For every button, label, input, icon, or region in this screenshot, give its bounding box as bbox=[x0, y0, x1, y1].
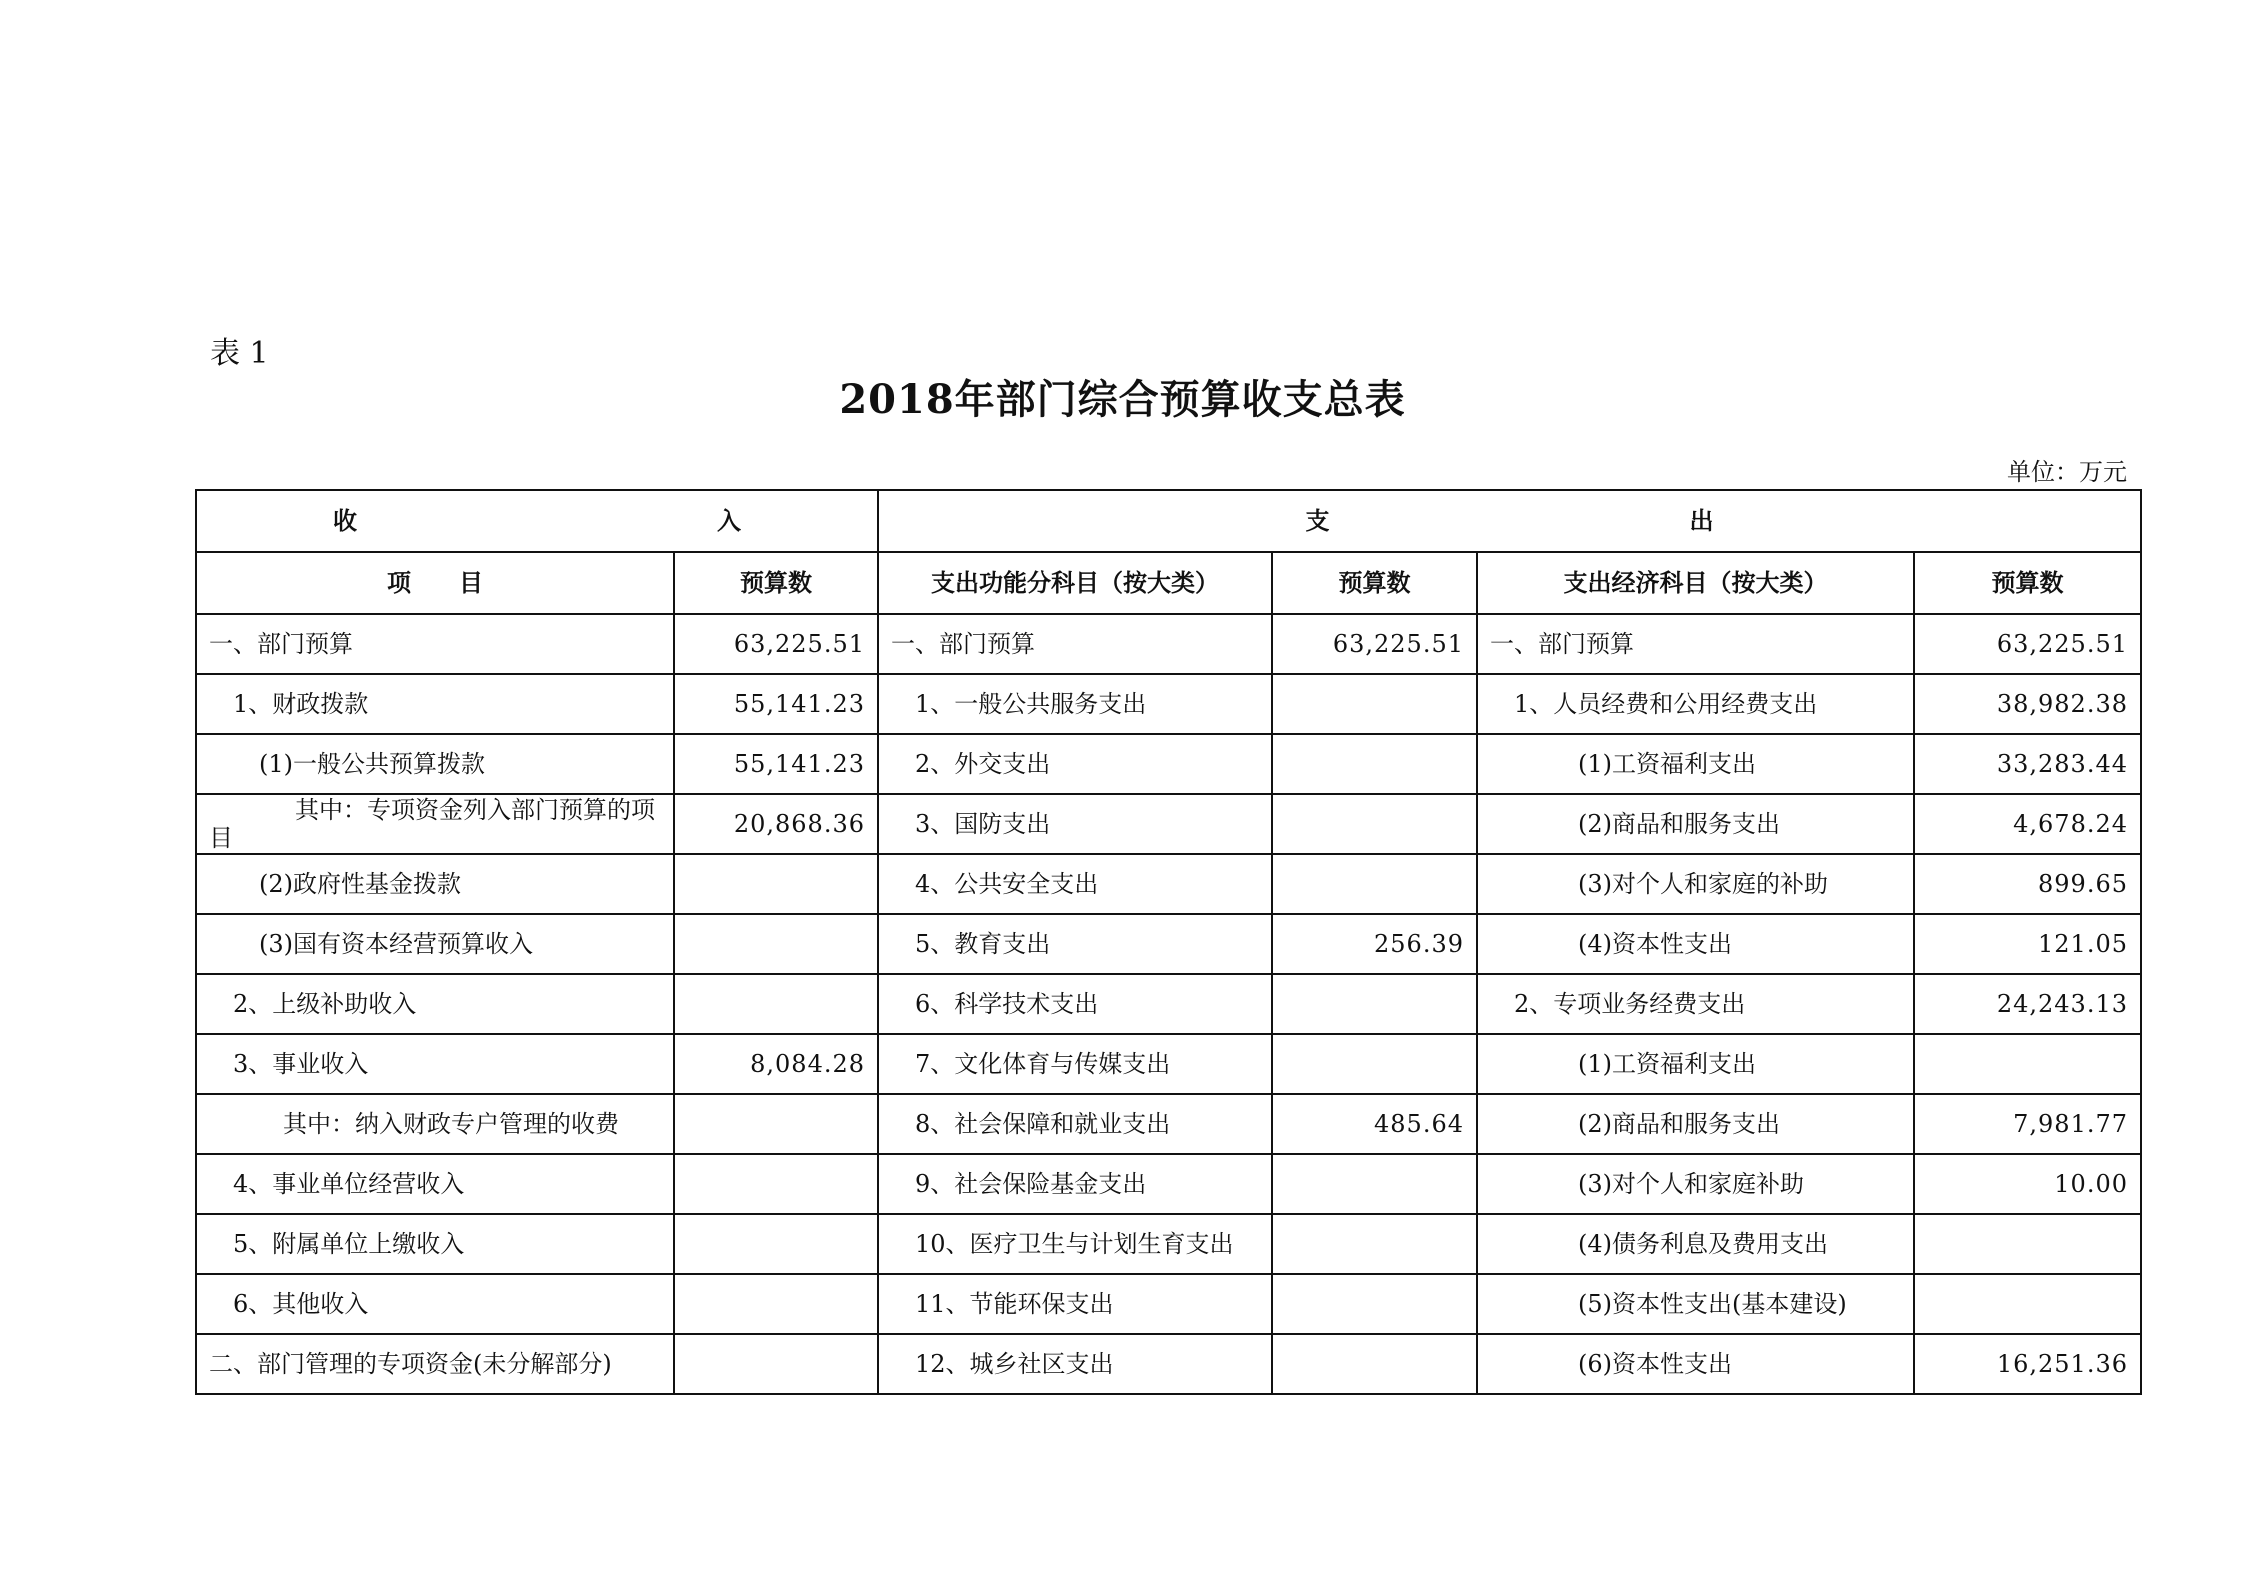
col-header-economic-amount: 预算数 bbox=[1914, 552, 2141, 614]
income-item: 5、附属单位上缴收入 bbox=[196, 1214, 674, 1274]
functional-amount bbox=[1272, 854, 1477, 914]
economic-item: (4)债务利息及费用支出 bbox=[1477, 1214, 1914, 1274]
economic-item: (3)对个人和家庭的补助 bbox=[1477, 854, 1914, 914]
functional-item: 6、科学技术支出 bbox=[878, 974, 1272, 1034]
functional-item: 4、公共安全支出 bbox=[878, 854, 1272, 914]
unit-label: 单位：万元 bbox=[2007, 458, 2127, 486]
economic-amount: 10.00 bbox=[1914, 1154, 2141, 1214]
functional-item: 10、医疗卫生与计划生育支出 bbox=[878, 1214, 1272, 1274]
expense-header-char-1: 支 bbox=[1305, 506, 1330, 535]
functional-amount bbox=[1272, 1154, 1477, 1214]
table-row bbox=[196, 674, 2141, 734]
functional-item: 3、国防支出 bbox=[878, 794, 1272, 854]
income-amount: 20,868.36 bbox=[674, 794, 878, 854]
economic-item: (6)资本性支出 bbox=[1477, 1334, 1914, 1394]
table-row bbox=[196, 1334, 2141, 1394]
income-item: 一、部门预算 bbox=[196, 614, 674, 674]
economic-amount bbox=[1914, 1274, 2141, 1334]
economic-amount: 24,243.13 bbox=[1914, 974, 2141, 1034]
column-header-row bbox=[196, 552, 2141, 614]
table-row bbox=[196, 614, 2141, 674]
functional-amount bbox=[1272, 734, 1477, 794]
income-amount: 8,084.28 bbox=[674, 1034, 878, 1094]
functional-item: 一、部门预算 bbox=[878, 614, 1272, 674]
table-row bbox=[196, 854, 2141, 914]
functional-item: 7、文化体育与传媒支出 bbox=[878, 1034, 1272, 1094]
income-item: (2)政府性基金拨款 bbox=[196, 854, 674, 914]
functional-item: 8、社会保障和就业支出 bbox=[878, 1094, 1272, 1154]
economic-amount: 16,251.36 bbox=[1914, 1334, 2141, 1394]
economic-amount bbox=[1914, 1214, 2141, 1274]
income-amount bbox=[674, 1274, 878, 1334]
income-group-header bbox=[196, 490, 878, 552]
functional-amount bbox=[1272, 1214, 1477, 1274]
economic-item: (4)资本性支出 bbox=[1477, 914, 1914, 974]
col-header-income-amount: 预算数 bbox=[674, 552, 878, 614]
group-header-row bbox=[196, 490, 2141, 552]
income-item: 3、事业收入 bbox=[196, 1034, 674, 1094]
economic-item: (2)商品和服务支出 bbox=[1477, 1094, 1914, 1154]
economic-item: (1)工资福利支出 bbox=[1477, 1034, 1914, 1094]
functional-amount: 256.39 bbox=[1272, 914, 1477, 974]
income-amount bbox=[674, 1214, 878, 1274]
table-number: 表 1 bbox=[210, 336, 269, 371]
functional-amount: 485.64 bbox=[1272, 1094, 1477, 1154]
functional-item: 1、一般公共服务支出 bbox=[878, 674, 1272, 734]
table-row bbox=[196, 1094, 2141, 1154]
table-row bbox=[196, 1034, 2141, 1094]
budget-table bbox=[195, 489, 2142, 1395]
functional-amount bbox=[1272, 674, 1477, 734]
col-header-item: 项 目 bbox=[196, 552, 674, 614]
income-amount bbox=[674, 1094, 878, 1154]
economic-item: (2)商品和服务支出 bbox=[1477, 794, 1914, 854]
income-item-text: 其中：专项资金列入部门预算的项目 bbox=[209, 796, 655, 852]
expense-header-char-2: 出 bbox=[1689, 506, 1714, 535]
economic-item: 1、人员经费和公用经费支出 bbox=[1477, 674, 1914, 734]
functional-item: 9、社会保险基金支出 bbox=[878, 1154, 1272, 1214]
functional-item: 11、节能环保支出 bbox=[878, 1274, 1272, 1334]
economic-item: 2、专项业务经费支出 bbox=[1477, 974, 1914, 1034]
income-amount bbox=[674, 1334, 878, 1394]
economic-amount: 4,678.24 bbox=[1914, 794, 2141, 854]
page-title: 2018年部门综合预算收支总表 bbox=[839, 376, 1406, 423]
economic-item: (3)对个人和家庭补助 bbox=[1477, 1154, 1914, 1214]
table-row bbox=[196, 1154, 2141, 1214]
income-amount bbox=[674, 854, 878, 914]
economic-item: (5)资本性支出(基本建设) bbox=[1477, 1274, 1914, 1334]
col-header-functional: 支出功能分科目（按大类） bbox=[878, 552, 1272, 614]
functional-item: 2、外交支出 bbox=[878, 734, 1272, 794]
table-row bbox=[196, 794, 2141, 854]
income-amount: 55,141.23 bbox=[674, 674, 878, 734]
income-item: 2、上级补助收入 bbox=[196, 974, 674, 1034]
functional-item: 5、教育支出 bbox=[878, 914, 1272, 974]
functional-amount bbox=[1272, 974, 1477, 1034]
income-item: 6、其他收入 bbox=[196, 1274, 674, 1334]
functional-amount: 63,225.51 bbox=[1272, 614, 1477, 674]
income-item bbox=[196, 794, 674, 854]
income-item: 4、事业单位经营收入 bbox=[196, 1154, 674, 1214]
economic-item: (1)工资福利支出 bbox=[1477, 734, 1914, 794]
income-header-char-2: 入 bbox=[717, 506, 741, 535]
table-row bbox=[196, 974, 2141, 1034]
income-amount bbox=[674, 1154, 878, 1214]
expense-group-header bbox=[878, 490, 2141, 552]
economic-amount: 63,225.51 bbox=[1914, 614, 2141, 674]
economic-amount: 38,982.38 bbox=[1914, 674, 2141, 734]
economic-amount: 7,981.77 bbox=[1914, 1094, 2141, 1154]
income-item: (3)国有资本经营预算收入 bbox=[196, 914, 674, 974]
income-amount bbox=[674, 974, 878, 1034]
economic-amount: 33,283.44 bbox=[1914, 734, 2141, 794]
functional-amount bbox=[1272, 1334, 1477, 1394]
income-amount: 63,225.51 bbox=[674, 614, 878, 674]
functional-amount bbox=[1272, 1274, 1477, 1334]
col-header-functional-amount: 预算数 bbox=[1272, 552, 1477, 614]
income-item: 二、部门管理的专项资金(未分解部分) bbox=[196, 1334, 674, 1394]
functional-item: 12、城乡社区支出 bbox=[878, 1334, 1272, 1394]
economic-amount: 121.05 bbox=[1914, 914, 2141, 974]
col-header-economic: 支出经济科目（按大类） bbox=[1477, 552, 1914, 614]
functional-amount bbox=[1272, 1034, 1477, 1094]
table-row bbox=[196, 914, 2141, 974]
table-row bbox=[196, 1214, 2141, 1274]
income-item: (1)一般公共预算拨款 bbox=[196, 734, 674, 794]
income-amount: 55,141.23 bbox=[674, 734, 878, 794]
table-row bbox=[196, 734, 2141, 794]
table-row bbox=[196, 1274, 2141, 1334]
functional-amount bbox=[1272, 794, 1477, 854]
income-item: 1、财政拨款 bbox=[196, 674, 674, 734]
income-amount bbox=[674, 914, 878, 974]
economic-amount bbox=[1914, 1034, 2141, 1094]
income-item: 其中：纳入财政专户管理的收费 bbox=[196, 1094, 674, 1154]
economic-item: 一、部门预算 bbox=[1477, 614, 1914, 674]
income-header-char-1: 收 bbox=[333, 506, 357, 535]
economic-amount: 899.65 bbox=[1914, 854, 2141, 914]
